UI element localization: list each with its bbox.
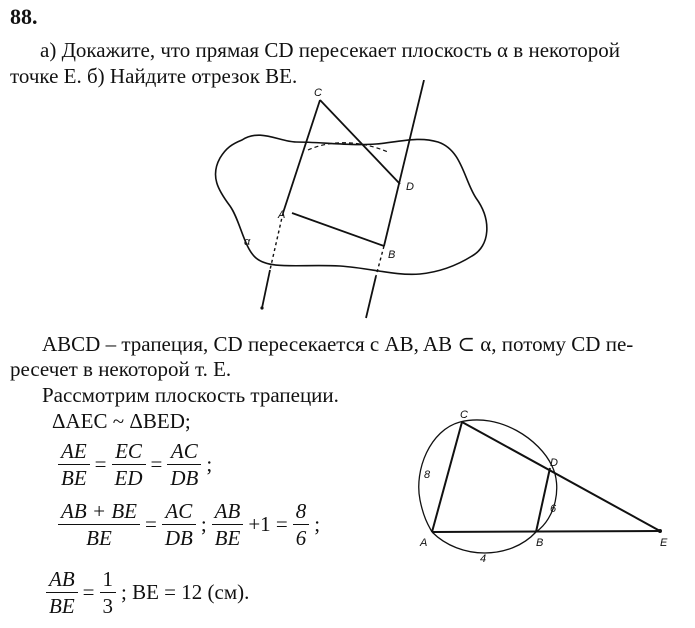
label-a: A <box>278 209 286 221</box>
equation-3: $\frac{AB}{BE}$ = $\frac{1}{3}$ ; BE = 12 (см). <box>44 566 252 619</box>
problem-number: 88. <box>10 4 38 29</box>
solution-line-2: ресечет в некоторой т. E. <box>10 357 232 381</box>
equation-1: $\frac{AE}{BE}$ = $\frac{EC}{ED}$ = $\frac{AC}{DB}$ ; <box>56 438 215 491</box>
line-right-lower <box>366 276 376 318</box>
solution-line-3: Рассмотрим плоскость трапеции. <box>42 383 339 407</box>
fig2-length-bd: 6 <box>550 503 557 515</box>
segment-ac <box>432 422 462 532</box>
point-e <box>658 529 662 533</box>
figure-plane <box>200 80 500 330</box>
eq3-frac-2: $\frac{1}{3}$ <box>100 566 117 619</box>
figure-trapezoid <box>400 400 690 570</box>
fig2-label-a: A <box>420 537 428 549</box>
circle-bottom-arc <box>432 532 536 553</box>
label-c: C <box>314 87 322 99</box>
fig2-label-c: C <box>460 409 468 421</box>
eq1-frac-3: $\frac{AC}{DB}$ <box>167 438 201 491</box>
fig2-length-ab: 4 <box>480 553 487 565</box>
circle-top-arc <box>460 420 552 466</box>
point-left-end <box>260 306 263 309</box>
plane-alpha-outline <box>215 135 486 274</box>
line-ca <box>283 100 320 213</box>
fig2-label-e: E <box>660 537 668 549</box>
eq2-frac-3: $\frac{AB}{BE}$ <box>212 498 244 551</box>
label-d: D <box>406 181 414 193</box>
fig2-label-d: D <box>550 457 558 469</box>
line-left-dashed <box>270 213 283 270</box>
fig2-label-b: B <box>536 537 544 549</box>
eq1-frac-1: $\frac{AE}{BE}$ <box>58 438 90 491</box>
line-right-upper <box>384 80 424 246</box>
segment-ab <box>292 213 384 246</box>
equation-2: $\frac{AB + BE}{BE}$ = $\frac{AC}{DB}$ ; $\frac{AB}{BE}$ +1 = $\frac{8}{6}$ ; <box>56 498 323 551</box>
segment-ae <box>432 531 660 532</box>
problem-line-1: а) Докажите, что прямая CD пересекает плоскость α в некоторой <box>40 38 621 62</box>
eq2-frac-2: $\frac{AC}{DB}$ <box>162 498 196 551</box>
line-left-lower <box>262 270 270 308</box>
problem-line-2: точке E. б) Найдите отрезок BE. <box>10 64 298 88</box>
solution-line-4: ΔAEC ~ ΔBED; <box>52 409 191 433</box>
label-alpha: α <box>244 236 251 248</box>
solution-line-1: ABCD – трапеция, CD пересекается с AB, AB ⊂ α, потому CD пе- <box>42 332 634 356</box>
segment-bd <box>536 468 550 532</box>
eq1-frac-2: $\frac{EC}{ED}$ <box>112 438 146 491</box>
fig2-length-ac: 8 <box>424 469 431 481</box>
eq3-frac-1: $\frac{AB}{BE}$ <box>46 566 78 619</box>
segment-ce <box>462 422 660 531</box>
label-b: B <box>388 249 396 261</box>
eq2-frac-4: $\frac{8}{6}$ <box>293 498 310 551</box>
eq2-frac-1: $\frac{AB + BE}{BE}$ <box>58 498 140 551</box>
